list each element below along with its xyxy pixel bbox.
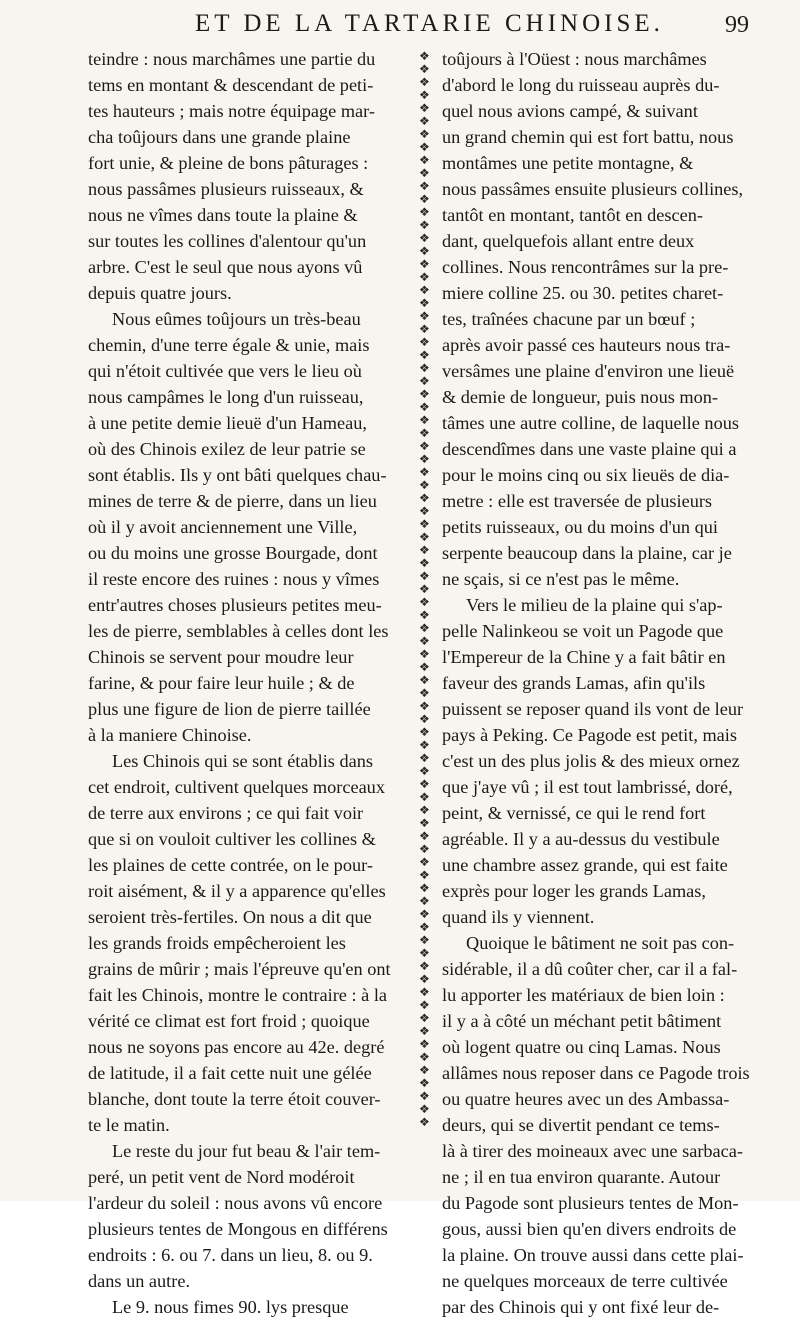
divider-ornament: ❖: [419, 569, 430, 583]
text-line: deurs, qui se divertit pendant ce tems-: [442, 1115, 720, 1135]
text-line: depuis quatre jours.: [88, 283, 232, 303]
text-line: entr'autres choses plusieurs petites meu-: [88, 595, 382, 615]
divider-ornament: ❖: [419, 816, 430, 830]
ornamental-column-divider: [414, 50, 436, 1130]
divider-ornament: ❖: [419, 374, 430, 388]
divider-ornament: ❖: [419, 465, 430, 479]
text-line: descendîmes dans une vaste plaine qui a: [442, 439, 737, 459]
text-line: il reste encore des ruines : nous y vîmes: [88, 569, 380, 589]
divider-ornament: ❖: [419, 244, 430, 258]
text-line: c'est un des plus jolis & des mieux ornez: [442, 751, 740, 771]
divider-ornament: ❖: [419, 543, 430, 557]
divider-ornament: ❖: [419, 686, 430, 700]
text-line: miere colline 25. ou 30. petites charet-: [442, 283, 724, 303]
text-line: collines. Nous rencontrâmes sur la pre-: [442, 257, 729, 277]
text-line: Nous eûmes toûjours un très-beau: [112, 309, 361, 329]
divider-ornament: ❖: [419, 1089, 430, 1103]
divider-ornament: ❖: [419, 868, 430, 882]
text-line: qui n'étoit cultivée que vers le lieu où: [88, 361, 362, 381]
divider-ornament: ❖: [419, 933, 430, 947]
text-line: tems en montant & descendant de peti-: [88, 75, 374, 95]
divider-ornament: ❖: [419, 1115, 430, 1129]
text-line: du Pagode sont plusieurs tentes de Mon-: [442, 1193, 739, 1213]
text-line: allâmes nous reposer dans ce Pagode trois: [442, 1063, 750, 1083]
divider-ornament: ❖: [419, 1076, 430, 1090]
divider-ornament: ❖: [419, 959, 430, 973]
text-line: toûjours à l'Oüest : nous marchâmes: [442, 49, 707, 69]
text-line: à la maniere Chinoise.: [88, 725, 252, 745]
divider-ornament: ❖: [419, 179, 430, 193]
divider-ornament: ❖: [419, 491, 430, 505]
divider-ornament: ❖: [419, 803, 430, 817]
divider-ornament: ❖: [419, 907, 430, 921]
text-line: dans un autre.: [88, 1271, 191, 1291]
text-line: d'abord le long du ruisseau auprès du-: [442, 75, 720, 95]
divider-ornament: ❖: [419, 218, 430, 232]
text-line: peint, & vernissé, ce qui le rend fort: [442, 803, 706, 823]
text-line: ne sçais, si ce n'est pas le même.: [442, 569, 680, 589]
text-line: sur toutes les collines d'alentour qu'un: [88, 231, 367, 251]
text-line: les grands froids empêcheroient les: [88, 933, 346, 953]
text-line: l'Empereur de la Chine y a fait bâtir en: [442, 647, 726, 667]
divider-ornament: ❖: [419, 62, 430, 76]
divider-ornament: ❖: [419, 426, 430, 440]
divider-ornament: ❖: [419, 400, 430, 414]
divider-ornament: ❖: [419, 1011, 430, 1025]
text-line: nous passâmes ensuite plusieurs collines,: [442, 179, 744, 199]
text-line: tâmes une autre colline, de laquelle nous: [442, 413, 739, 433]
text-line: Le 9. nous fimes 90. lys presque: [112, 1297, 349, 1317]
divider-ornament: ❖: [419, 101, 430, 115]
text-line: par des Chinois qui y ont fixé leur de-: [442, 1297, 720, 1317]
divider-ornament: ❖: [419, 634, 430, 648]
divider-ornament: ❖: [419, 660, 430, 674]
text-line: de latitude, il a fait cette nuit une gélée: [88, 1063, 372, 1083]
divider-ornament: ❖: [419, 322, 430, 336]
divider-ornament: ❖: [419, 751, 430, 765]
divider-ornament: ❖: [419, 296, 430, 310]
text-line: pelle Nalinkeou se voit un Pagode que: [442, 621, 724, 641]
text-line: lu apporter les matériaux de bien loin :: [442, 985, 725, 1005]
text-line: la plaine. On trouve aussi dans cette plai-: [442, 1245, 744, 1265]
divider-ornament: ❖: [419, 582, 430, 596]
text-line: où des Chinois exilez de leur patrie se: [88, 439, 366, 459]
text-line: farine, & pour faire leur huile ; & de: [88, 673, 355, 693]
divider-ornament: ❖: [419, 699, 430, 713]
divider-ornament: ❖: [419, 361, 430, 375]
divider-ornament: ❖: [419, 920, 430, 934]
text-line: à une petite demie lieuë d'un Hameau,: [88, 413, 367, 433]
divider-ornament: ❖: [419, 1063, 430, 1077]
divider-ornament: ❖: [419, 621, 430, 635]
text-line: versâmes une plaine d'environ une lieuë: [442, 361, 735, 381]
text-line: agréable. Il y a au-dessus du vestibule: [442, 829, 720, 849]
divider-ornament: ❖: [419, 855, 430, 869]
text-line: une chambre assez grande, qui est faite: [442, 855, 728, 875]
text-line: ou quatre heures avec un des Ambassa-: [442, 1089, 730, 1109]
text-line: gous, aussi bien qu'en divers endroits de: [442, 1219, 737, 1239]
text-line: nous passâmes plusieurs ruisseaux, &: [88, 179, 364, 199]
text-line: cha toûjours dans une grande plaine: [88, 127, 351, 147]
text-line: il y a à côté un méchant petit bâtiment: [442, 1011, 722, 1031]
divider-ornament: ❖: [419, 387, 430, 401]
text-line: roit aisément, & il y a apparence qu'elles: [88, 881, 386, 901]
divider-ornament: ❖: [419, 595, 430, 609]
divider-ornament: ❖: [419, 114, 430, 128]
divider-ornament: ❖: [419, 348, 430, 362]
text-line: pays à Peking. Ce Pagode est petit, mais: [442, 725, 737, 745]
divider-ornament: ❖: [419, 283, 430, 297]
text-line: pour le moins cinq ou six lieuës de dia-: [442, 465, 730, 485]
divider-ornament: ❖: [419, 49, 430, 63]
text-line: blanche, dont toute la terre étoit couver-: [88, 1089, 381, 1109]
divider-ornament: ❖: [419, 673, 430, 687]
divider-ornament: ❖: [419, 790, 430, 804]
text-line: les plaines de cette contrée, on le pour-: [88, 855, 373, 875]
divider-ornament: ❖: [419, 309, 430, 323]
text-line: nous ne soyons pas encore au 42e. degré: [88, 1037, 385, 1057]
running-title: ET DE LA TARTARIE CHINOISE.: [195, 10, 664, 37]
divider-ornament: ❖: [419, 75, 430, 89]
text-line: chemin, d'une terre égale & unie, mais: [88, 335, 370, 355]
text-line: exprès pour loger les grands Lamas,: [442, 881, 706, 901]
divider-ornament: ❖: [419, 842, 430, 856]
divider-ornament: ❖: [419, 894, 430, 908]
divider-ornament: ❖: [419, 1050, 430, 1064]
text-line: Chinois se servent pour moudre leur: [88, 647, 354, 667]
divider-ornament: ❖: [419, 270, 430, 284]
divider-ornament: ❖: [419, 829, 430, 843]
page-header: [0, 10, 800, 46]
text-line: nous ne vîmes dans toute la plaine &: [88, 205, 358, 225]
text-line: quand ils y viennent.: [442, 907, 595, 927]
divider-ornament: ❖: [419, 1037, 430, 1051]
divider-ornament: ❖: [419, 439, 430, 453]
divider-ornament: ❖: [419, 153, 430, 167]
text-line: arbre. C'est le seul que nous ayons vû: [88, 257, 363, 277]
text-line: grains de mûrir ; mais l'épreuve qu'en ont: [88, 959, 391, 979]
divider-ornament: ❖: [419, 764, 430, 778]
text-line: serpente beaucoup dans la plaine, car je: [442, 543, 732, 563]
text-line: l'ardeur du soleil : nous avons vû encore: [88, 1193, 383, 1213]
divider-ornament: ❖: [419, 946, 430, 960]
text-line: après avoir passé ces hauteurs nous tra-: [442, 335, 731, 355]
text-line: montâmes une petite montagne, &: [442, 153, 694, 173]
divider-ornament: ❖: [419, 205, 430, 219]
text-line: dant, quelquefois allant entre deux: [442, 231, 695, 251]
text-line: quel nous avions campé, & suivant: [442, 101, 698, 121]
text-line: là à tirer des moineaux avec une sarbaca-: [442, 1141, 743, 1161]
text-line: Vers le milieu de la plaine qui s'ap-: [466, 595, 723, 615]
divider-ornament: ❖: [419, 335, 430, 349]
divider-ornament: ❖: [419, 881, 430, 895]
page-number: 99: [725, 12, 749, 38]
text-line: puissent se reposer quand ils vont de leur: [442, 699, 744, 719]
text-line: nous campâmes le long d'un ruisseau,: [88, 387, 364, 407]
text-line: ne quelques morceaux de terre cultivée: [442, 1271, 728, 1291]
divider-ornament: ❖: [419, 608, 430, 622]
text-line: vérité ce climat est fort froid ; quoique: [88, 1011, 370, 1031]
text-line: ne ; il en tua environ quarante. Autour: [442, 1167, 721, 1187]
text-line: Le reste du jour fut beau & l'air tem-: [112, 1141, 381, 1161]
text-line: plusieurs tentes de Mongous en différens: [88, 1219, 388, 1239]
divider-ornament: ❖: [419, 972, 430, 986]
text-line: de terre aux environs ; ce qui fait voir: [88, 803, 364, 823]
text-line: faveur des grands Lamas, afin qu'ils: [442, 673, 706, 693]
divider-ornament: ❖: [419, 985, 430, 999]
text-line: où il y avoit anciennement une Ville,: [88, 517, 358, 537]
text-line: les de pierre, semblables à celles dont les: [88, 621, 389, 641]
text-line: tantôt en montant, tantôt en descen-: [442, 205, 703, 225]
divider-ornament: ❖: [419, 647, 430, 661]
divider-ornament: ❖: [419, 530, 430, 544]
text-line: tes hauteurs ; mais notre équipage mar-: [88, 101, 375, 121]
divider-ornament: ❖: [419, 725, 430, 739]
text-line: cet endroit, cultivent quelques morceaux: [88, 777, 385, 797]
text-line: Quoique le bâtiment ne soit pas con-: [466, 933, 735, 953]
divider-ornament: ❖: [419, 998, 430, 1012]
text-line: seroient très-fertiles. On nous a dit que: [88, 907, 372, 927]
text-line: sont établis. Ils y ont bâti quelques chau-: [88, 465, 387, 485]
divider-ornament: ❖: [419, 140, 430, 154]
text-line: teindre : nous marchâmes une partie du: [88, 49, 376, 69]
divider-ornament: ❖: [419, 413, 430, 427]
text-line: que j'aye vû ; il est tout lambrissé, doré,: [442, 777, 733, 797]
divider-ornament: ❖: [419, 127, 430, 141]
divider-ornament: ❖: [419, 1024, 430, 1038]
text-line: sidérable, il a dû coûter cher, car il a fal-: [442, 959, 738, 979]
text-line: endroits : 6. ou 7. dans un lieu, 8. ou 9.: [88, 1245, 373, 1265]
divider-ornament: ❖: [419, 452, 430, 466]
divider-ornament: ❖: [419, 517, 430, 531]
divider-ornament: ❖: [419, 738, 430, 752]
text-line: petits ruisseaux, ou du moins d'un qui: [442, 517, 718, 537]
right-text-column: [442, 46, 768, 1320]
text-line: te le matin.: [88, 1115, 170, 1135]
text-line: un grand chemin qui est fort battu, nous: [442, 127, 734, 147]
text-line: fait les Chinois, montre le contraire : à la: [88, 985, 388, 1005]
divider-ornament: ❖: [419, 504, 430, 518]
divider-ornament: ❖: [419, 777, 430, 791]
text-line: peré, un petit vent de Nord modéroit: [88, 1167, 355, 1187]
divider-ornament: ❖: [419, 556, 430, 570]
divider-ornament: ❖: [419, 231, 430, 245]
text-line: Les Chinois qui se sont établis dans: [112, 751, 373, 771]
divider-ornament: ❖: [419, 166, 430, 180]
divider-ornament: ❖: [419, 1102, 430, 1116]
left-text-column: [88, 46, 414, 1320]
text-line: mines de terre & de pierre, dans un lieu: [88, 491, 377, 511]
divider-ornament: ❖: [419, 712, 430, 726]
text-line: ou du moins une grosse Bourgade, dont: [88, 543, 378, 563]
text-line: tes, traînées chacune par un bœuf ;: [442, 309, 696, 329]
text-line: où logent quatre ou cinq Lamas. Nous: [442, 1037, 721, 1057]
text-line: metre : elle est traversée de plusieurs: [442, 491, 713, 511]
text-line: fort unie, & pleine de bons pâturages :: [88, 153, 369, 173]
divider-ornament: ❖: [419, 478, 430, 492]
text-line: plus une figure de lion de pierre taillée: [88, 699, 371, 719]
divider-ornament: ❖: [419, 88, 430, 102]
text-line: & demie de longueur, puis nous mon-: [442, 387, 718, 407]
divider-ornament: ❖: [419, 257, 430, 271]
divider-ornament: ❖: [419, 192, 430, 206]
text-line: que si on vouloit cultiver les collines &: [88, 829, 376, 849]
